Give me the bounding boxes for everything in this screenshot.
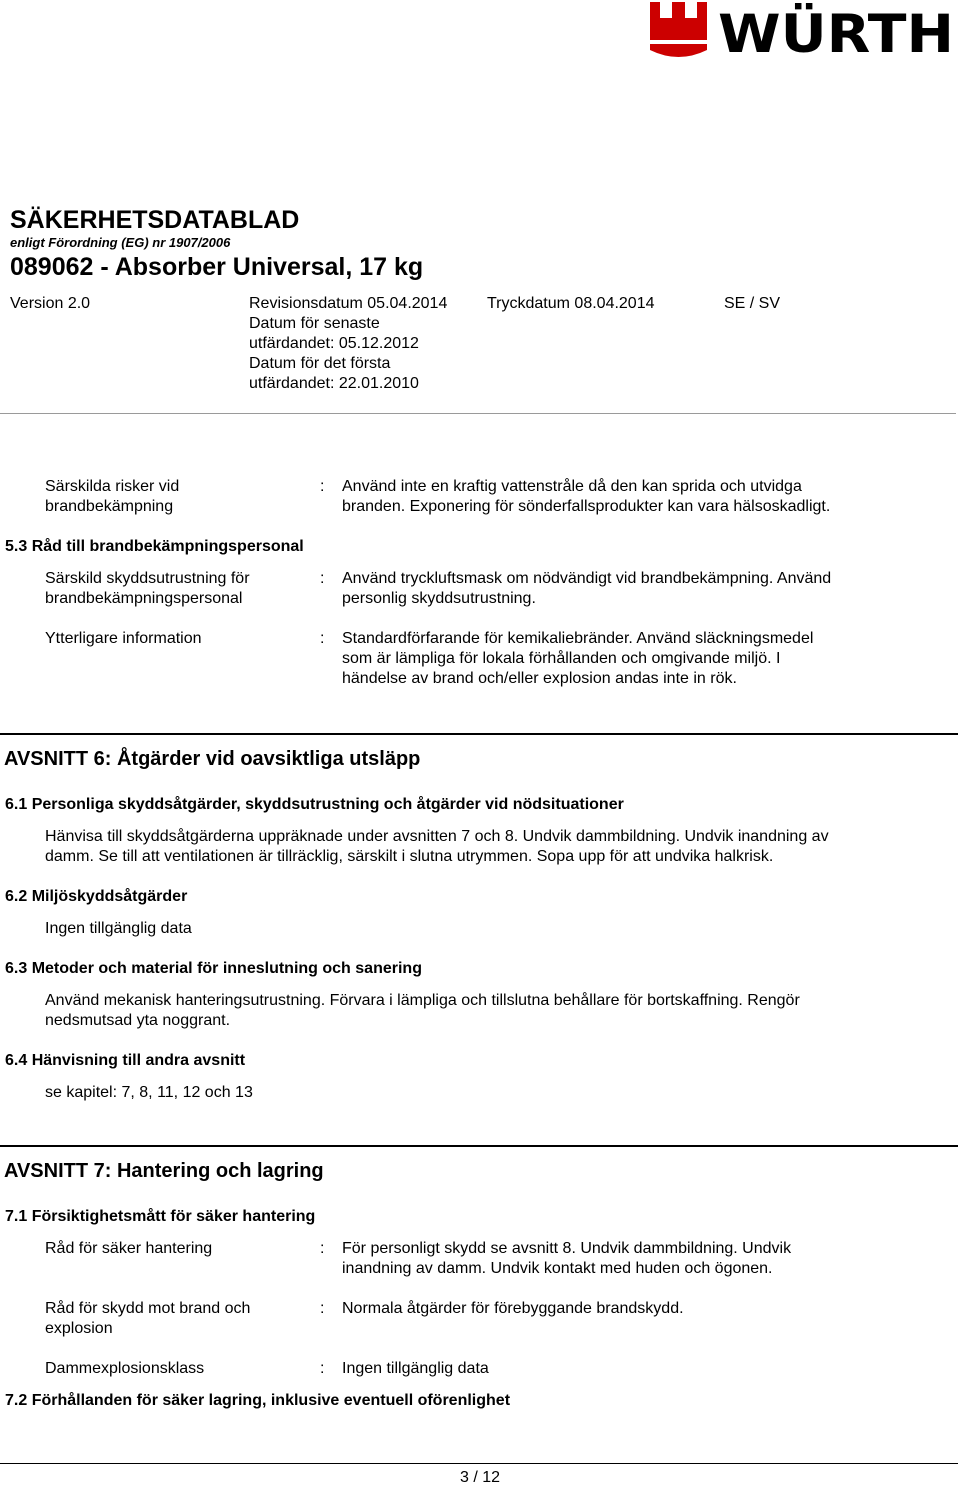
heading-7-1: 7.1 Försiktighetsmått för säker hantering [5, 1208, 316, 1225]
first-issue-line-1: Datum för det första [249, 355, 391, 372]
safe-handling-value [342, 1239, 791, 1279]
section-7-title: AVSNITT 7: Hantering och lagring [4, 1160, 324, 1182]
value-line: Standardförfarande för kemikaliebränder. Använd släckningsmedel [342, 630, 814, 647]
label-line: explosion [45, 1320, 113, 1337]
label-line: Särskild skyddsutrustning för [45, 570, 250, 587]
further-information-label: Ytterligare information [45, 630, 202, 647]
colon: : [320, 1240, 325, 1257]
value-line: som är lämpliga för lokala förhållanden och omgivande miljö. I [342, 650, 781, 667]
version: Version 2.0 [10, 295, 91, 312]
fire-protection-label [45, 1299, 305, 1339]
paragraph-line: nedsmutsad yta noggrant. [45, 1012, 231, 1029]
print-date: Tryckdatum 08.04.2014 [487, 295, 655, 312]
paragraph-6-2: Ingen tillgänglig data [45, 920, 192, 937]
label-line: Råd för skydd mot brand och [45, 1300, 251, 1317]
header-divider [0, 413, 956, 414]
value-line: branden. Exponering för sönderfallsprodukter kan vara hälsoskadligt. [342, 498, 831, 515]
product-title: 089062 - Absorber Universal, 17 kg [10, 253, 424, 281]
page-number: 3 / 12 [459, 1469, 501, 1486]
paragraph-6-3 [45, 991, 800, 1031]
revision-date: Revisionsdatum 05.04.2014 [249, 295, 448, 312]
section-divider [0, 1145, 958, 1147]
value-line: inandning av damm. Undvik kontakt med huden och ögonen. [342, 1260, 773, 1277]
footer-divider [0, 1463, 958, 1464]
protective-equipment-value [342, 569, 831, 609]
colon: : [320, 478, 325, 495]
document-title: SÄKERHETSDATABLAD [10, 206, 300, 234]
colon: : [320, 1360, 325, 1377]
further-information-value [342, 629, 813, 689]
value-line: Använd tryckluftsmask om nödvändigt vid brandbekämpning. Använd [342, 570, 832, 587]
safe-handling-label: Råd för säker hantering [45, 1240, 213, 1257]
wurth-logo [650, 0, 956, 68]
heading-6-4: 6.4 Hänvisning till andra avsnitt [5, 1052, 246, 1069]
heading-7-2: 7.2 Förhållanden för säker lagring, inklusive eventuell oförenlighet [5, 1392, 511, 1409]
dust-explosion-class-value: Ingen tillgänglig data [342, 1360, 489, 1377]
special-risks-label [45, 477, 305, 517]
heading-5-3: 5.3 Råd till brandbekämpningspersonal [5, 538, 304, 555]
last-issue-line-1: Datum för senaste [249, 315, 380, 332]
paragraph-6-4: se kapitel: 7, 8, 11, 12 och 13 [45, 1084, 253, 1101]
first-issue-line-2: utfärdandet: 22.01.2010 [249, 375, 419, 392]
label-line: Särskilda risker vid [45, 478, 180, 495]
colon: : [320, 1300, 325, 1317]
heading-6-1: 6.1 Personliga skyddsåtgärder, skyddsutrustning och åtgärder vid nödsituationer [5, 796, 624, 813]
paragraph-6-1 [45, 827, 829, 867]
last-issue-line-2: utfärdandet: 05.12.2012 [249, 335, 419, 352]
colon: : [320, 630, 325, 647]
paragraph-line: Använd mekanisk hanteringsutrustning. Förvara i lämpliga och tillslutna behållare för bortskaffning. Rengör [45, 992, 800, 1009]
value-line: Använd inte en kraftig vattenstråle då den kan sprida och utvidga [342, 478, 802, 495]
heading-6-3: 6.3 Metoder och material för inneslutning och sanering [5, 960, 422, 977]
section-divider [0, 733, 958, 735]
colon: : [320, 570, 325, 587]
regulation-subtitle: enligt Förordning (EG) nr 1907/2006 [10, 235, 231, 250]
value-line: personlig skyddsutrustning. [342, 590, 536, 607]
protective-equipment-label [45, 569, 305, 609]
special-risks-value [342, 477, 830, 517]
heading-6-2: 6.2 Miljöskyddsåtgärder [5, 888, 188, 905]
date-block [249, 294, 447, 394]
paragraph-line: Hänvisa till skyddsåtgärderna uppräknade under avsnitten 7 och 8. Undvik dammbildning. Undvik inandning av [45, 828, 829, 845]
paragraph-line: damm. Se till att ventilationen är tillräcklig, särskilt i slutna utrymmen. Sopa upp för att undvika halkrisk. [45, 848, 774, 865]
value-line: händelse av brand och/eller explosion andas inte in rök. [342, 670, 737, 687]
label-line: brandbekämpning [45, 498, 174, 515]
fire-protection-value: Normala åtgärder för förebyggande brandskydd. [342, 1300, 684, 1317]
wurth-wordmark: WÜRTH [718, 4, 939, 65]
locale: SE / SV [724, 295, 781, 312]
dust-explosion-class-label: Dammexplosionsklass [45, 1360, 205, 1377]
section-6-title: AVSNITT 6: Åtgärder vid oavsiktliga utsläpp [4, 748, 421, 770]
wurth-emblem [650, 2, 707, 57]
label-line: brandbekämpningspersonal [45, 590, 243, 607]
value-line: För personligt skydd se avsnitt 8. Undvik dammbildning. Undvik [342, 1240, 792, 1257]
